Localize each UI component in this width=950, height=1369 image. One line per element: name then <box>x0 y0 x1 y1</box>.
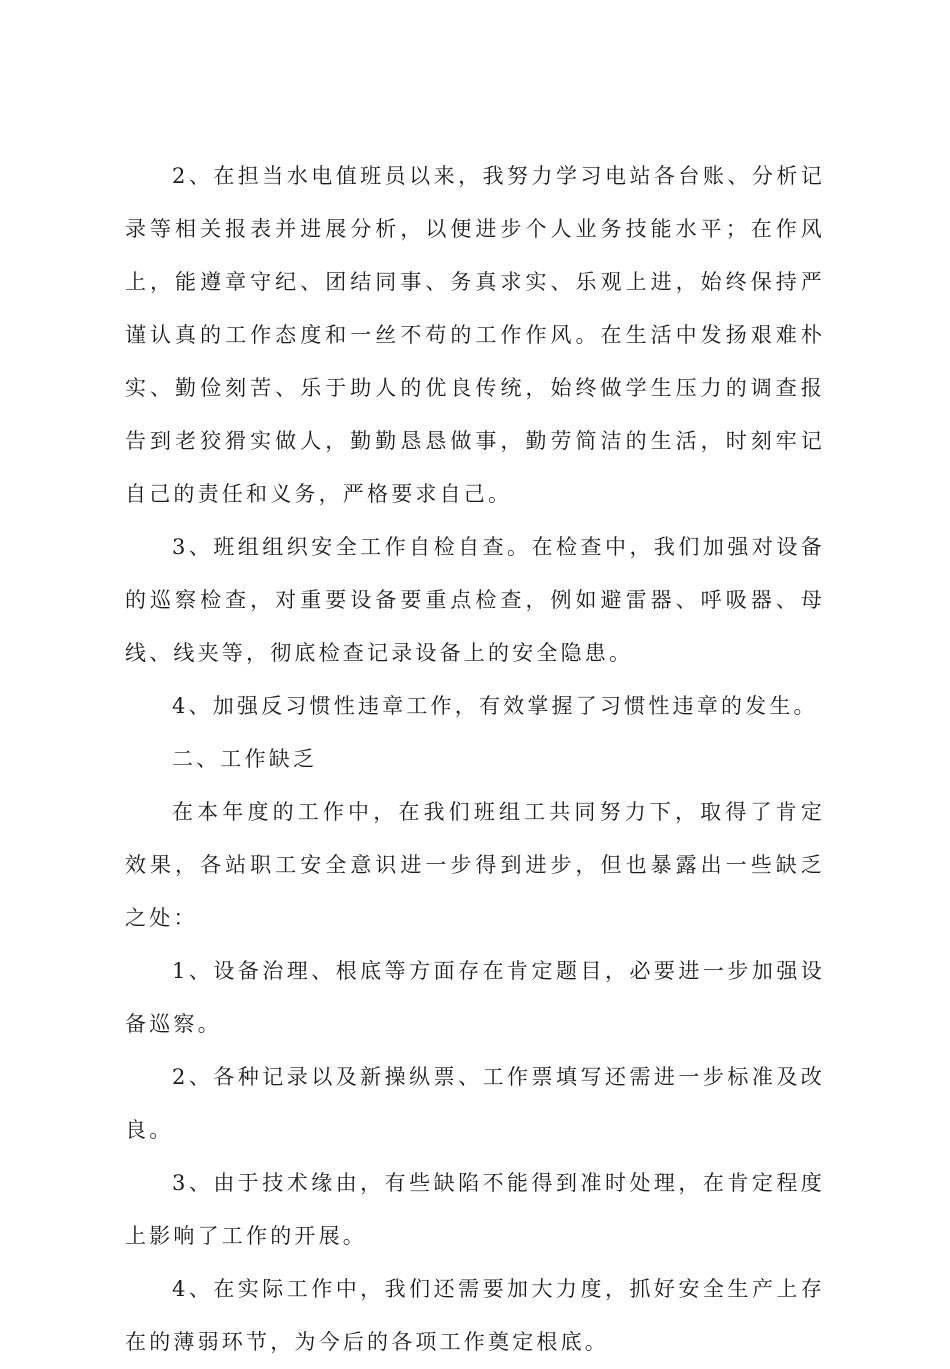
paragraph-shortcoming-3: 3、由于技术缘由，有些缺陷不能得到准时处理，在肯定程度上影响了工作的开展。 <box>125 1171 825 1248</box>
document-body <box>125 150 825 1369</box>
paragraph-anti-violation: 4、加强反习惯性违章工作，有效掌握了习惯性违章的发生。 <box>172 694 818 718</box>
paragraph-shortcoming-1: 1、设备治理、根底等方面存在肯定题目，必要进一步加强设备巡察。 <box>125 959 825 1036</box>
section-heading-shortcomings: 二、工作缺乏 <box>172 747 318 771</box>
paragraph-duty-study: 2、在担当水电值班员以来，我努力学习电站各台账、分析记录等相关报表并进展分析，以便进步个人业务技能水平；在作风上，能遵章守纪、团结同事、务真求实、乐观上进，始终保持严谨认真的工作态度和一丝不苟的工作作风。在生活中发扬艰难朴实、勤俭刻苦、乐于助人的优良传统，始终做学生压力的调查报告到老狡猾实做人，勤勤恳恳做事，勤劳简洁的生活，时刻牢记自己的责任和义务，严格要求自己。 <box>125 164 825 506</box>
paragraph-safety-inspection: 3、班组组织安全工作自检自查。在检查中，我们加强对设备的巡察检查，对重要设备要重点检查，例如避雷器、呼吸器、母线、线夹等，彻底检查记录设备上的安全隐患。 <box>125 535 825 665</box>
paragraph-annual-summary: 在本年度的工作中，在我们班组工共同努力下，取得了肯定效果，各站职工安全意识进一步得到进步，但也暴露出一些缺乏之处： <box>125 800 825 930</box>
paragraph-shortcoming-4: 4、在实际工作中，我们还需要加大力度，抓好安全生产上存在的薄弱环节，为今后的各项工作奠定根底。 <box>125 1277 825 1354</box>
paragraph-shortcoming-2: 2、各种记录以及新操纵票、工作票填写还需进一步标准及改良。 <box>125 1065 825 1142</box>
